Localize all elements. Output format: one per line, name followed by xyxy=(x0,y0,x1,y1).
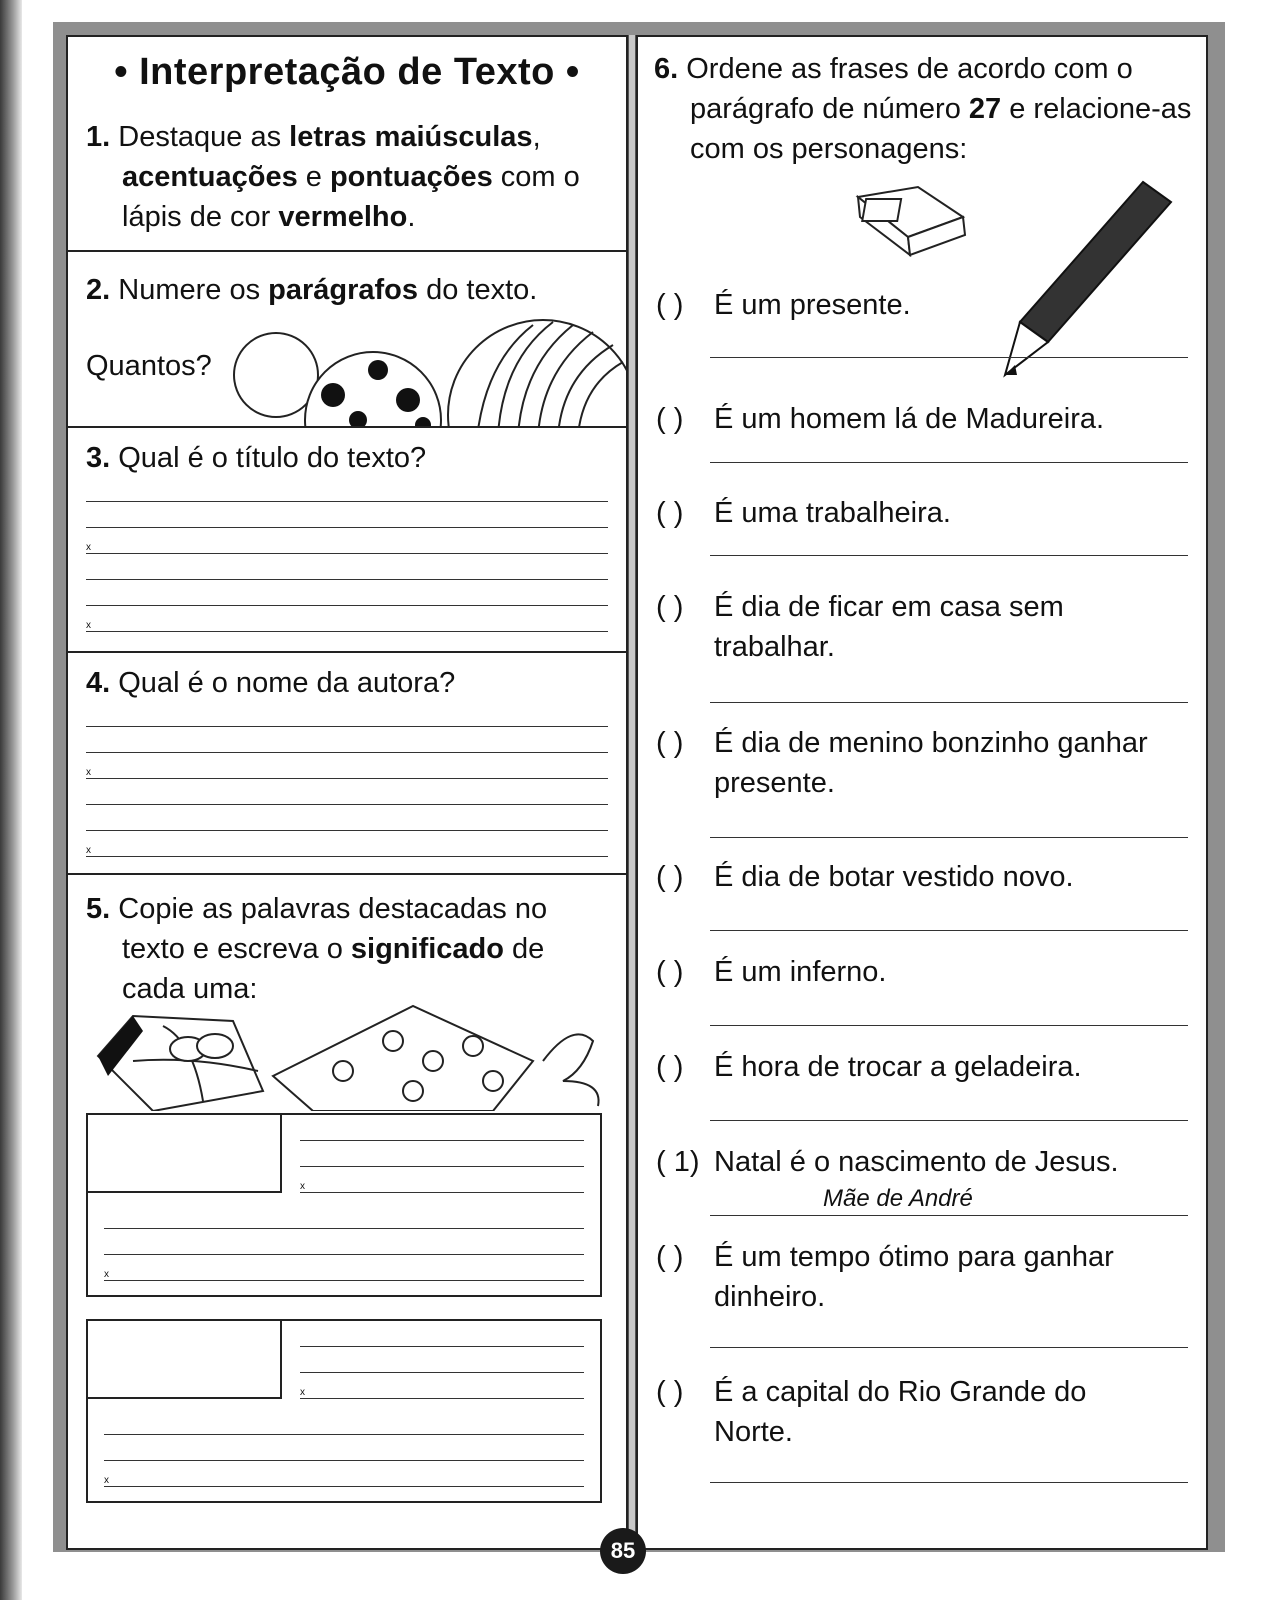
writing-line[interactable]: x xyxy=(104,1461,584,1487)
order-number-box[interactable]: ( ) xyxy=(656,497,684,529)
section-question-4 xyxy=(68,651,626,875)
character-answer-line[interactable] xyxy=(710,837,1188,838)
writing-line[interactable] xyxy=(86,779,608,805)
statement-text: É dia de menino bonzinho ganhar presente. xyxy=(714,727,1148,799)
character-answer: Mãe de André xyxy=(823,1185,973,1212)
quantos-label: Quantos? xyxy=(86,350,212,382)
writing-line[interactable]: x xyxy=(86,606,608,632)
writing-line[interactable] xyxy=(104,1229,584,1255)
statement-item xyxy=(656,857,1188,897)
statement-text: É uma trabalheira. xyxy=(714,497,951,529)
character-answer-line[interactable] xyxy=(710,462,1188,463)
order-number-box[interactable]: ( ) xyxy=(656,861,684,893)
writing-line[interactable]: x xyxy=(300,1373,584,1399)
statement-item xyxy=(656,1372,1188,1452)
pencil-icon xyxy=(993,177,1178,387)
statement-text: É um presente. xyxy=(714,289,911,321)
section-question-3 xyxy=(68,426,626,653)
writing-line[interactable] xyxy=(300,1347,584,1373)
ornament-balls-illustration xyxy=(298,300,626,428)
order-number-box[interactable]: ( ) xyxy=(656,956,684,988)
order-number-box[interactable]: ( ) xyxy=(656,591,684,623)
column-divider xyxy=(628,35,636,1550)
statement-text: É a capital do Rio Grande do Norte. xyxy=(714,1376,1087,1448)
order-number-box[interactable]: ( 1) xyxy=(656,1146,700,1178)
section-question-2 xyxy=(68,250,626,428)
meaning-lines-top[interactable] xyxy=(300,1321,584,1399)
question-1: 1. Destaque as letras maiúsculas, acentuações e pontuações com o lápis de cor vermelho. xyxy=(86,121,580,233)
question-3: 3. Qual é o título do texto? xyxy=(86,442,427,474)
character-answer-line[interactable] xyxy=(710,555,1188,556)
statement-item xyxy=(656,1142,1188,1182)
writing-line[interactable]: x xyxy=(86,831,608,857)
character-answer-line[interactable] xyxy=(710,1120,1188,1121)
character-answer-line[interactable] xyxy=(710,357,1188,358)
left-column xyxy=(66,35,628,1550)
statement-text: Natal é o nascimento de Jesus. xyxy=(714,1146,1119,1178)
word-box[interactable] xyxy=(86,1319,282,1399)
statement-text: É um inferno. xyxy=(714,956,887,988)
writing-line[interactable] xyxy=(86,476,608,502)
writing-line[interactable] xyxy=(300,1115,584,1141)
question-4: 4. Qual é o nome da autora? xyxy=(86,667,456,699)
writing-line[interactable] xyxy=(104,1203,584,1229)
order-number-box[interactable]: ( ) xyxy=(656,403,684,435)
writing-line[interactable] xyxy=(86,727,608,753)
question-2: 2. Numere os parágrafos do texto. xyxy=(86,274,538,306)
meaning-lines-bottom[interactable] xyxy=(104,1203,584,1281)
writing-line[interactable]: x xyxy=(86,528,608,554)
statement-item xyxy=(656,587,1188,667)
order-number-box[interactable]: ( ) xyxy=(656,289,684,321)
order-number-box[interactable]: ( ) xyxy=(656,1051,684,1083)
order-number-box[interactable]: ( ) xyxy=(656,1376,684,1408)
gift-boxes-illustration xyxy=(93,1001,613,1111)
statement-item xyxy=(656,285,1188,325)
writing-line[interactable] xyxy=(104,1435,584,1461)
eraser-illustration xyxy=(848,177,978,257)
statement-item xyxy=(656,952,1188,992)
writing-line[interactable] xyxy=(86,554,608,580)
writing-line[interactable]: x xyxy=(104,1255,584,1281)
meaning-lines-bottom[interactable] xyxy=(104,1409,584,1487)
page-number: 85 xyxy=(600,1528,646,1574)
section-question-5 xyxy=(68,873,626,1548)
statement-text: É um homem lá de Madureira. xyxy=(714,403,1105,435)
writing-line[interactable] xyxy=(300,1321,584,1347)
character-answer-line[interactable] xyxy=(710,1215,1188,1216)
section-question-1 xyxy=(68,37,626,252)
statement-item xyxy=(656,723,1188,803)
word-box[interactable] xyxy=(86,1113,282,1193)
statement-text: É hora de trocar a geladeira. xyxy=(714,1051,1082,1083)
vocab-box-1 xyxy=(86,1113,602,1297)
character-answer-line[interactable] xyxy=(710,702,1188,703)
question-5: 5. Copie as palavras destacadas no texto e escreva o significado de cada uma: xyxy=(86,893,548,1005)
character-answer-line[interactable] xyxy=(710,1482,1188,1483)
meaning-lines-top[interactable] xyxy=(300,1115,584,1193)
character-answer-line[interactable] xyxy=(710,930,1188,931)
worksheet-heading: • Interpretação de Texto • xyxy=(114,51,580,93)
statement-item xyxy=(656,1047,1188,1087)
vocab-box-2 xyxy=(86,1319,602,1503)
writing-line[interactable] xyxy=(104,1409,584,1435)
statement-text: É um tempo ótimo para ganhar dinheiro. xyxy=(714,1241,1114,1313)
statement-item xyxy=(656,399,1188,439)
writing-line[interactable]: x xyxy=(300,1167,584,1193)
answer-lines-3[interactable] xyxy=(86,476,608,632)
writing-line[interactable]: x xyxy=(86,753,608,779)
statement-item xyxy=(656,493,1188,533)
statement-item xyxy=(656,1237,1188,1317)
statement-text: É dia de botar vestido novo. xyxy=(714,861,1074,893)
question-6: 6. Ordene as frases de acordo com o parágrafo de número 27 e relacione-as com os personagens: xyxy=(654,53,1192,165)
writing-line[interactable] xyxy=(86,701,608,727)
right-column xyxy=(636,35,1208,1550)
statement-text: É dia de ficar em casa sem trabalhar. xyxy=(714,591,1064,663)
writing-line[interactable] xyxy=(86,805,608,831)
order-number-box[interactable]: ( ) xyxy=(656,727,684,759)
writing-line[interactable] xyxy=(86,580,608,606)
writing-line[interactable] xyxy=(86,502,608,528)
character-answer-line[interactable] xyxy=(710,1347,1188,1348)
book-binding-shadow xyxy=(0,0,22,1600)
character-answer-line[interactable] xyxy=(710,1025,1188,1026)
answer-lines-4[interactable] xyxy=(86,701,608,857)
order-number-box[interactable]: ( ) xyxy=(656,1241,684,1273)
writing-line[interactable] xyxy=(300,1141,584,1167)
